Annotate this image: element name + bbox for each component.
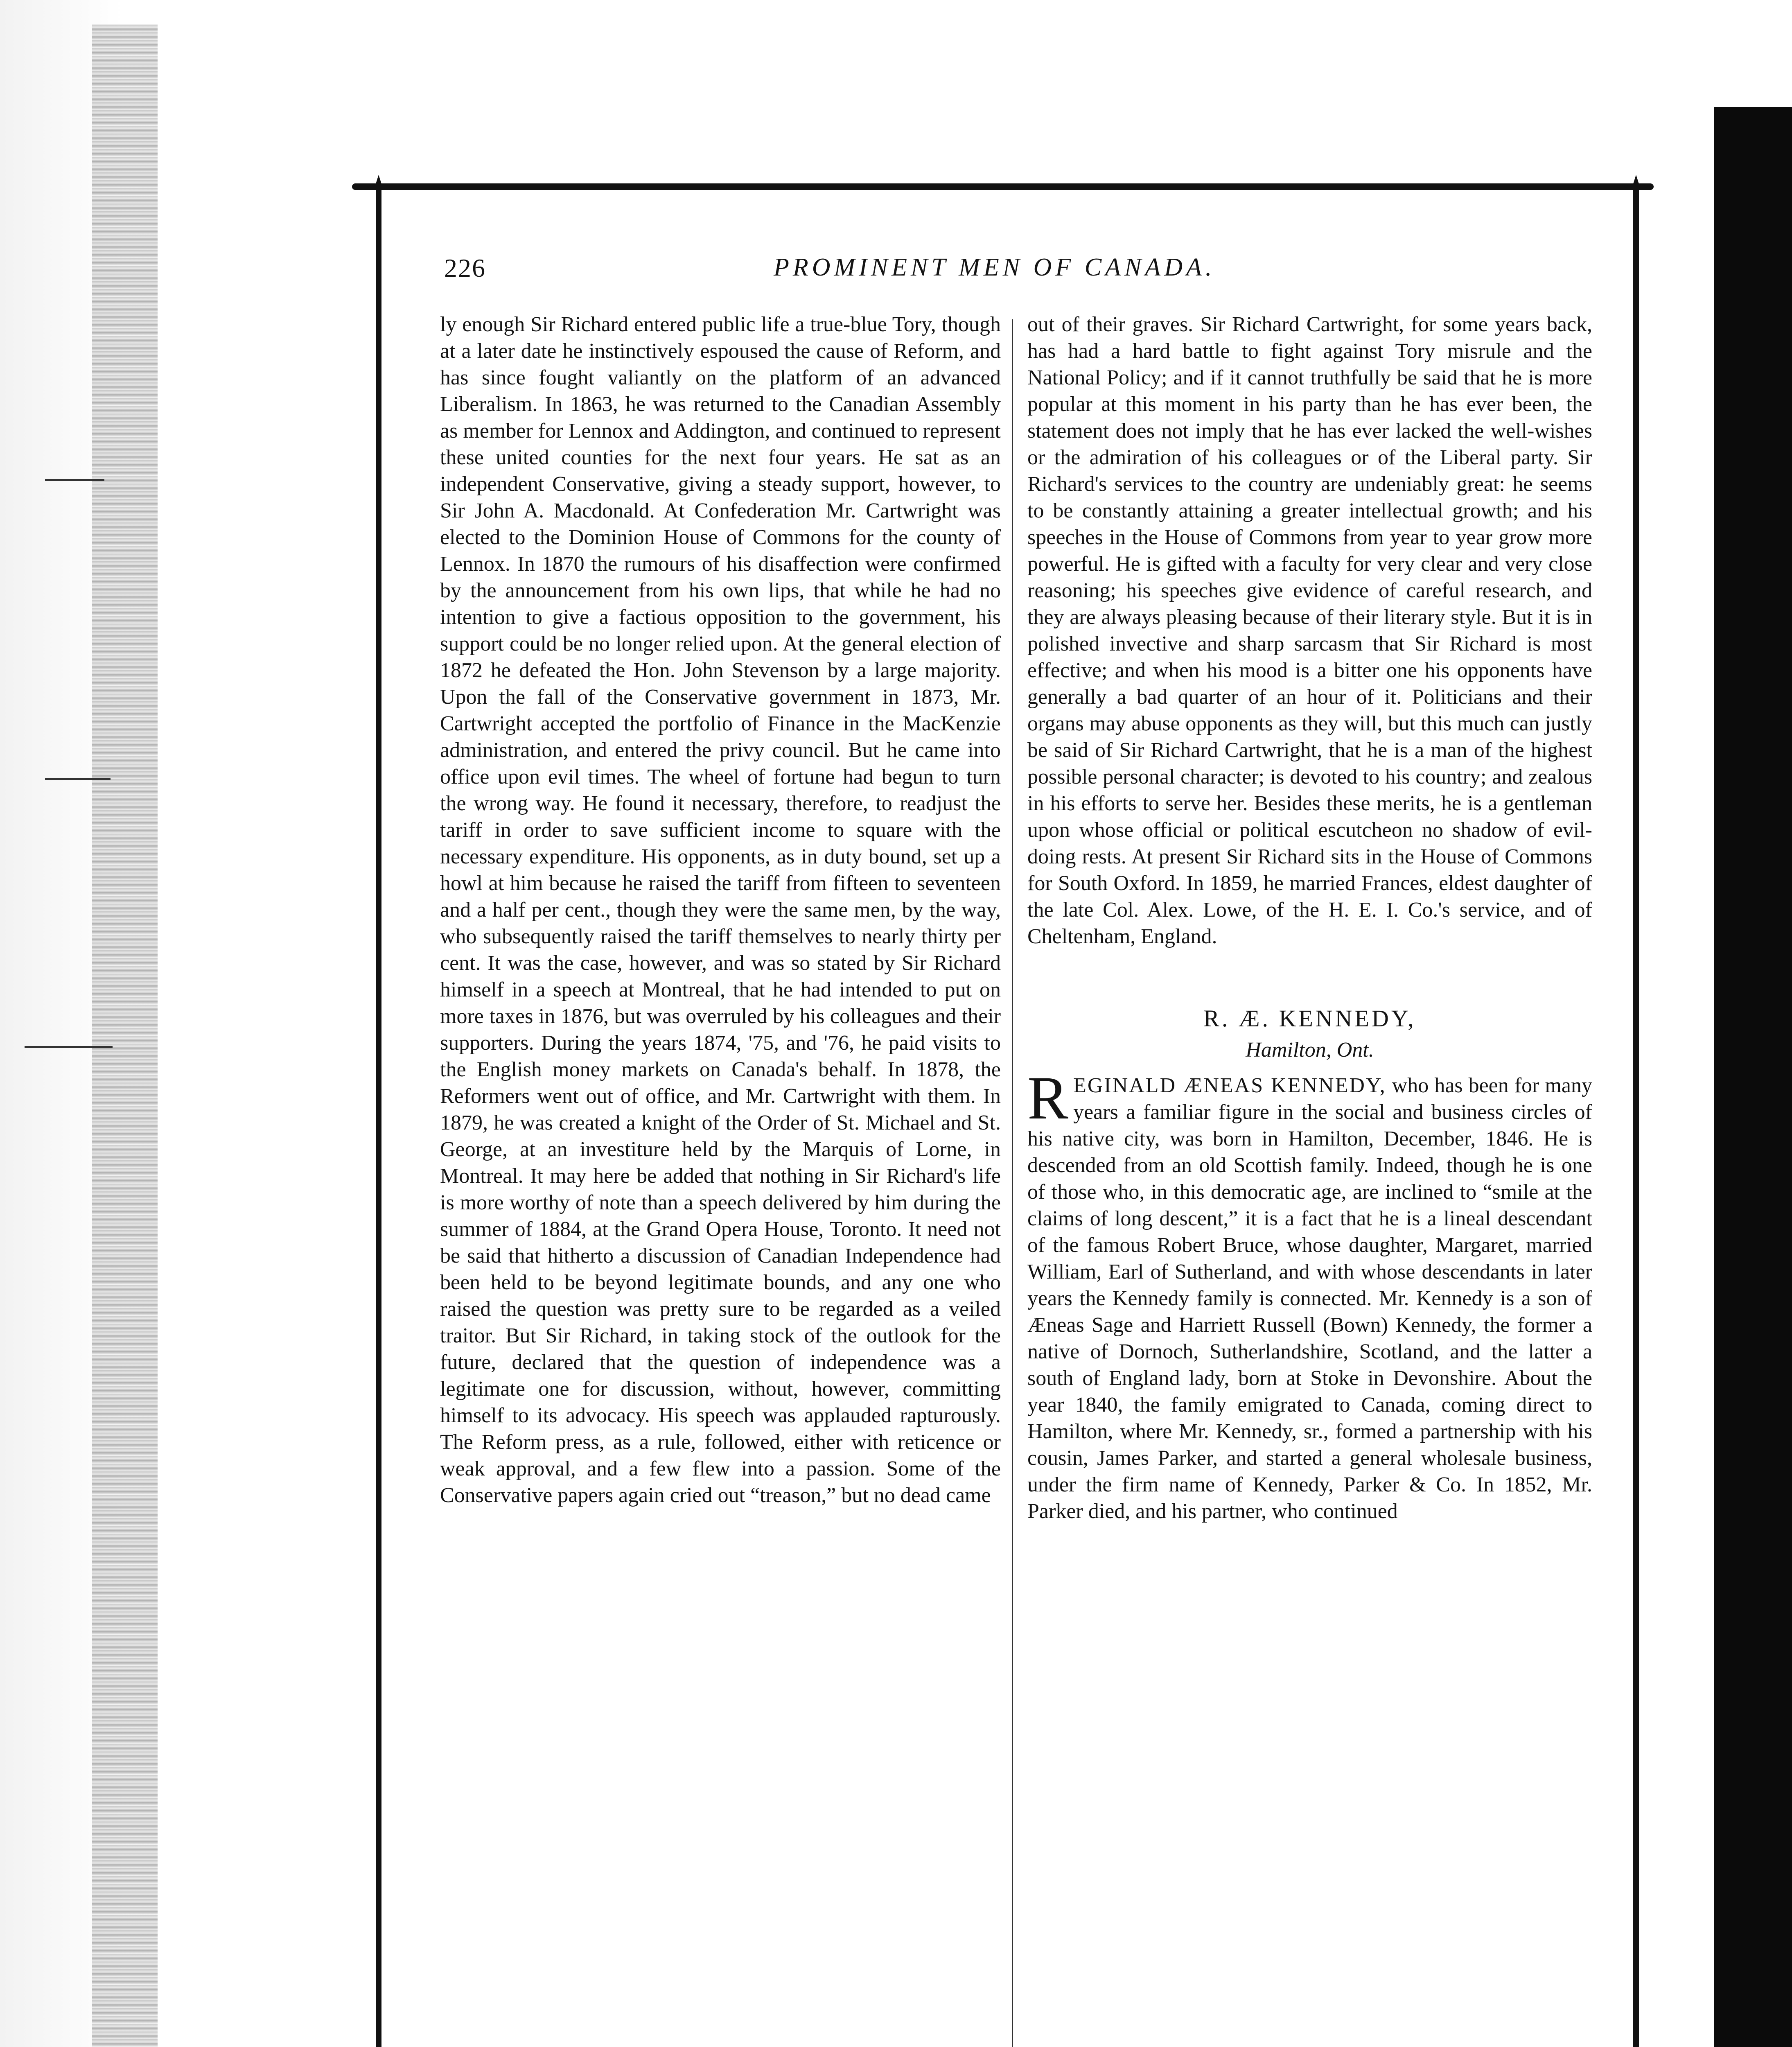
section-body: who has been for many years a familiar figure in the social and business circles of his native city, was born in Hamilton, December, 1846. He is descended from an old Scottish family. Indeed, though he is one of those who, in this democratic age, are inclined to “smile at the claims of long descent,” it is a fact that he is a lineal descendant of the famous Robert Bruce, whose daughter, Margaret, married William, Earl of Sutherland, and with whose descendants in later years the Kennedy family is connected. Mr. Kennedy is a son of Æneas Sage and Harriett Russell (Bown) Kennedy, the former a native of Dornoch, Sutherlandshire, Scotland, and the latter a south of England lady, born at Stoke in Devonshire. About the year 1840, the family emigrated to Canada, coming direct to Hamilton, where Mr. Kennedy, sr., formed a partnership with his cousin, James Parker, and started a general wholesale business, under the firm name of Kennedy, Parker & Co. In 1852, Mr. Parker died, and his partner, who continued — [1027, 1074, 1592, 1523]
right-column — [1027, 311, 1592, 1525]
section-heading: R. Æ. KENNEDY, — [1203, 1005, 1416, 1032]
drop-cap: R — [1027, 1064, 1069, 1132]
running-title: PROMINENT MEN OF CANADA. — [774, 253, 1216, 281]
scan-right-binding — [1714, 107, 1792, 2047]
corner-ornament-icon — [1623, 174, 1649, 199]
frame-left-rule — [376, 186, 381, 2047]
frame-right-rule — [1633, 186, 1639, 2047]
scan-rule-mark — [45, 778, 111, 780]
body-paragraph: ly enough Sir Richard entered public life a true-blue Tory, though at a later date he instinctively espoused the cause of Reform, and has since fought valiantly on the platform of an advanced Liberalism. In 1863, he was returned to the Canadian Assembly as member for Lennox and Addington, and continued to represent these united counties for the next four years. He sat as an independent Conservative, giving a steady support, however, to Sir John A. Macdonald. At Confederation Mr. Cartwright was elected to the Dominion House of Commons for the county of Lennox. In 1870 the rumours of his disaffection were confirmed by the announcement from his own lips, that while he had no intention to give a factious opposition to the government, his support could be no longer relied upon. At the general election of 1872 he defeated the Hon. John Stevenson by a large majority. Upon the fall of the Conservative government in 1873, Mr. Cartwright accepted the portfolio of Finance in the MacKenzie administration, and entered the privy council. But he came into office upon evil times. The wheel of fortune had begun to turn the wrong way. He found it necessary, therefore, to readjust the tariff in order to save sufficient income to square with the necessary expenditure. His opponents, as in duty bound, set up a howl at him because he raised the tariff from fifteen to seventeen and a half per cent., though they were the same men, by the way, who subsequently raised the tariff themselves to nearly thirty per cent. It was the case, however, and was so stated by Sir Richard himself in a speech at Montreal, that he had intended to put on more taxes in 1876, but was overruled by his colleagues and their supporters. During the years 1874, '75, and '76, he paid visits to the English money markets on Canada's behalf. In 1878, the Reformers went out of office, and Mr. Cartwright with them. In 1879, he was created a knight of the Order of St. Michael and St. George, at an investiture held by the Marquis of Lorne, in Montreal. It may here be added that nothing in Sir Richard's life is more worthy of note than a speech delivered by him during the summer of 1884, at the Grand Opera House, Toronto. It need not be said that hitherto a discussion of Canadian Independence had been held to be beyond legitimate bounds, and any one who raised the question was pretty sure to be regarded as a veiled traitor. But Sir Richard, in taking stock of the outlook for the future, declared that the question of independence was a legitimate one for discussion, without, however, committing himself to its advocacy. His speech was applauded rapturously. The Reform press, as a rule, followed, either with reticence or weak approval, and a few flew into a passion. Some of the Conservative papers again cried out “treason,” but no dead came — [440, 313, 1001, 1507]
lead-caps: EGINALD ÆNEAS KENNEDY, — [1073, 1074, 1386, 1097]
body-paragraph: out of their graves. Sir Richard Cartwright, for some years back, has had a hard battle to fight against Tory misrule and the National Policy; and if it cannot truthfully be said that he is more popular at this moment in his party than he has ever been, the statement does not imply that he has ever lacked the well-wishes or the admiration of his colleagues or of the Liberal party. Sir Richard's services to the country are undeniably great: he seems to be constantly attaining a greater intellectual growth; and his speeches in the House of Commons from year to year grow more powerful. He is gifted with a faculty for very clear and very close reasoning; his speeches give evidence of careful research, and they are always pleasing because of their literary style. But it is in polished invective and sharp sarcasm that Sir Richard is most effective; and when his mood is a bitter one his opponents have generally a bad quarter of an hour of it. Politicians and their organs may abuse opponents as they will, but this much can justly be said of Sir Richard Cartwright, that he is a man of the highest possible personal character; is devoted to his country; and zealous in his efforts to serve her. Besides these merits, he is a gentleman upon whose official or political escutcheon no shadow of evil-doing rests. At present Sir Richard sits in the House of Commons for South Oxford. In 1859, he married Frances, eldest daughter of the late Col. Alex. Lowe, of the H. E. I. Co.'s service, and of Cheltenham, England. — [1027, 313, 1592, 948]
frame-top-rule — [352, 183, 1654, 190]
column-divider — [1012, 319, 1013, 2047]
scan-rule-mark — [45, 479, 104, 481]
scan-binding-edge — [92, 25, 158, 2047]
scan-rule-mark — [25, 1046, 113, 1048]
left-column — [440, 311, 1001, 1509]
section-paragraph — [1027, 1064, 1592, 1525]
corner-ornament-icon — [366, 174, 391, 199]
section-location: Hamilton, Ont. — [1246, 1038, 1374, 1062]
page-number: 226 — [444, 253, 486, 282]
